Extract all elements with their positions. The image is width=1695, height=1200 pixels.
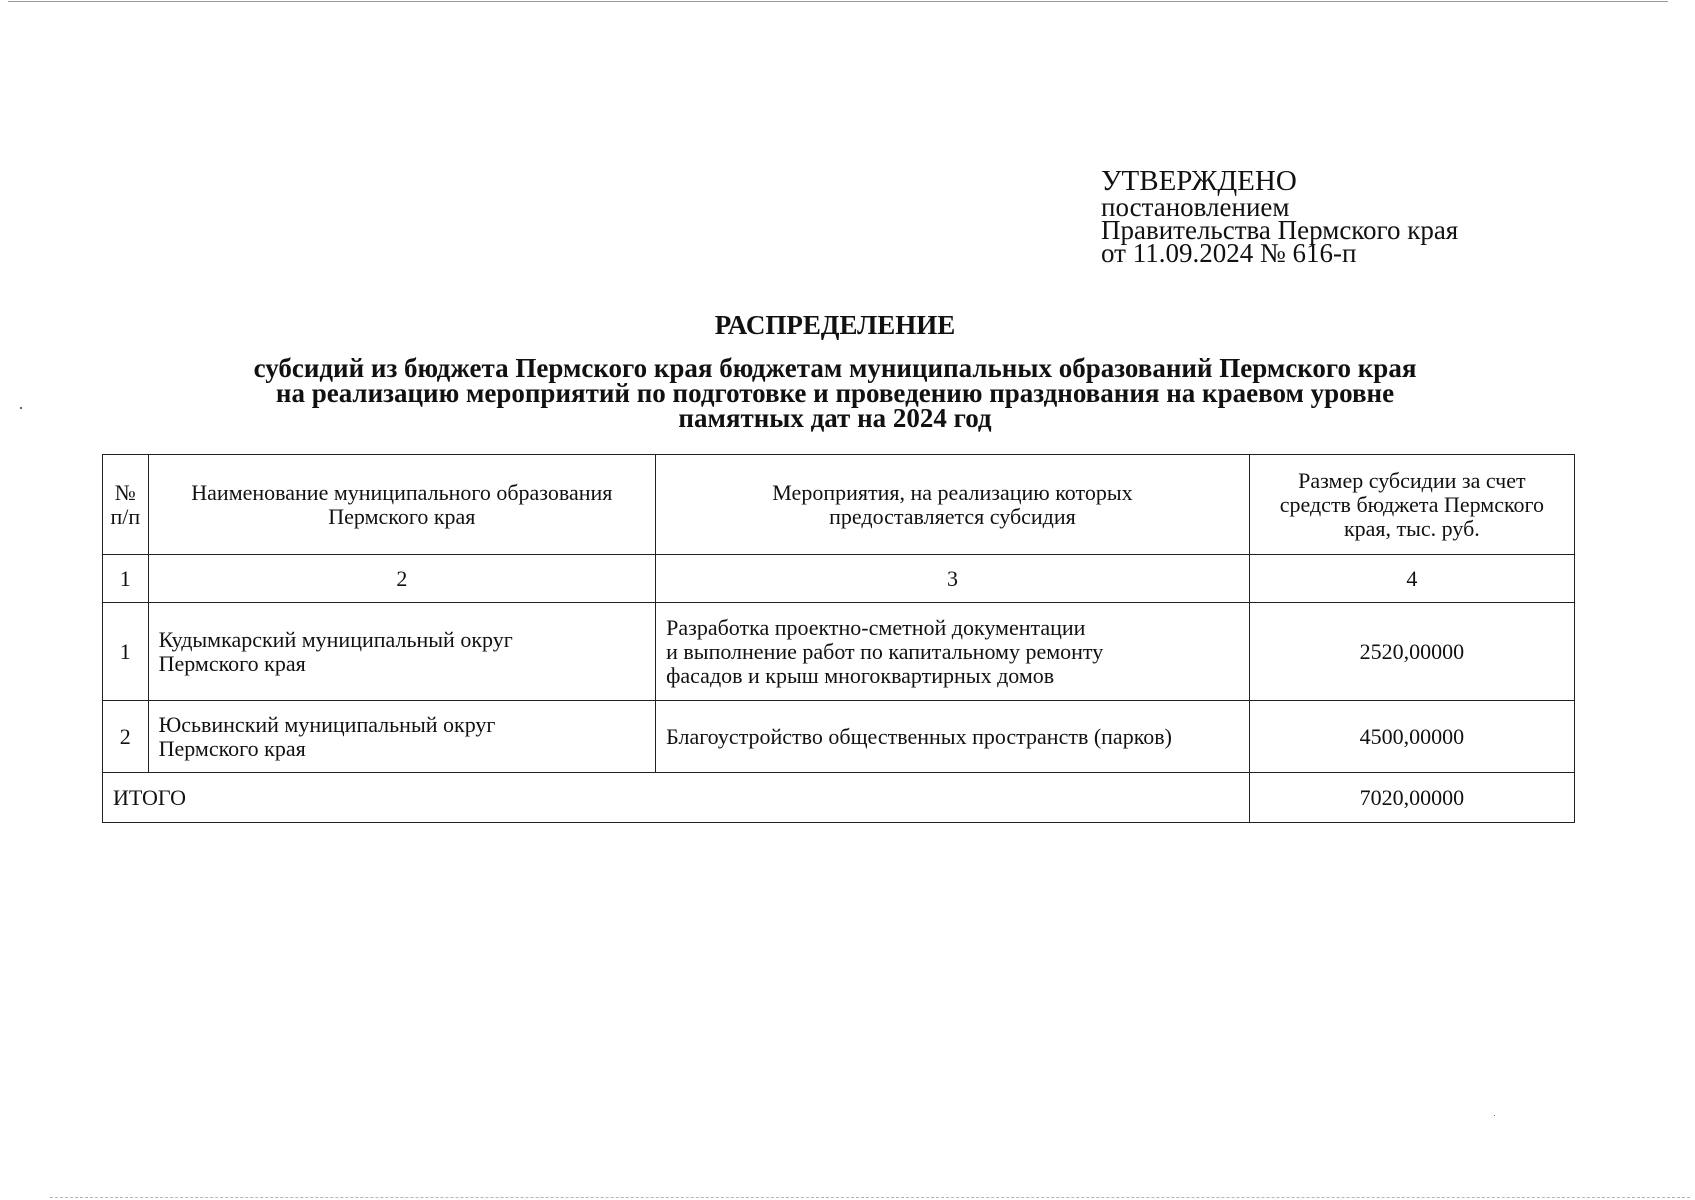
document-subtitle-line: на реализацию мероприятий по подготовке и проведению празднования на краевом уровне	[275, 378, 1395, 408]
header-municipality	[148, 455, 656, 555]
scan-top-edge	[8, 1, 1668, 2]
approval-line: Правительства Пермского края	[1101, 215, 1459, 245]
total-amount: 7020,00000	[1249, 773, 1574, 823]
document-subtitle-line: субсидий из бюджета Пермского края бюджетам муниципальных образований Пермского края	[253, 353, 1417, 383]
approval-line: постановлением	[1101, 192, 1290, 222]
document-title: РАСПРЕДЕЛЕНИЕ	[714, 310, 956, 340]
scan-speck	[20, 407, 22, 409]
row-municipality	[148, 701, 656, 773]
row-event	[656, 603, 1250, 701]
table-row	[103, 701, 1575, 773]
cell-text: фасадов и крыш многоквартирных домов	[666, 662, 1055, 688]
header-text: Мероприятия, на реализацию которых	[772, 479, 1133, 505]
row-amount: 2520,00000	[1249, 603, 1574, 701]
header-text: Размер субсидии за счет	[1298, 467, 1526, 493]
cell-text: и выполнение работ по капитальному ремонту	[666, 638, 1104, 664]
column-index: 4	[1249, 555, 1574, 603]
total-row	[103, 773, 1575, 823]
header-text: №	[114, 479, 136, 505]
approval-title: УТВЕРЖДЕНО	[1101, 165, 1297, 197]
cell-text: Благоустройство общественных пространств (парков)	[666, 723, 1172, 749]
table-header-row	[103, 455, 1575, 555]
header-text: края, тыс. руб.	[1343, 515, 1480, 541]
row-event	[656, 701, 1250, 773]
approval-date: от 11.09.2024 № 616-п	[1101, 238, 1357, 268]
total-label: ИТОГО	[103, 773, 1250, 823]
subsidy-table	[102, 454, 1575, 823]
document-heading	[200, 308, 1470, 431]
scan-bottom-edge	[50, 1197, 1690, 1198]
column-index: 3	[656, 555, 1250, 603]
header-text: средств бюджета Пермского	[1279, 491, 1545, 517]
header-number	[103, 455, 149, 555]
table-row	[103, 603, 1575, 701]
column-index: 2	[148, 555, 656, 603]
header-amount	[1249, 455, 1574, 555]
row-municipality	[148, 603, 656, 701]
scan-speck	[1494, 1115, 1495, 1116]
document-subtitle-line: памятных дат на 2024 год	[678, 403, 992, 433]
column-index: 1	[103, 555, 149, 603]
cell-text: Пермского края	[158, 735, 306, 761]
header-text: Наименование муниципального образования	[191, 479, 613, 505]
header-text: предоставляется субсидия	[829, 503, 1076, 529]
row-number: 1	[103, 603, 149, 701]
cell-text: Разработка проектно-сметной документации	[666, 614, 1086, 640]
header-text: Пермского края	[328, 503, 476, 529]
header-events	[656, 455, 1250, 555]
column-index-row	[103, 555, 1575, 603]
cell-text: Пермского края	[158, 650, 306, 676]
approval-stamp	[1101, 165, 1459, 268]
row-number: 2	[103, 701, 149, 773]
cell-text: Юсьвинский муниципальный округ	[158, 711, 496, 737]
header-text: п/п	[110, 503, 141, 529]
row-amount: 4500,00000	[1249, 701, 1574, 773]
cell-text: Кудымкарский муниципальный округ	[158, 626, 513, 652]
